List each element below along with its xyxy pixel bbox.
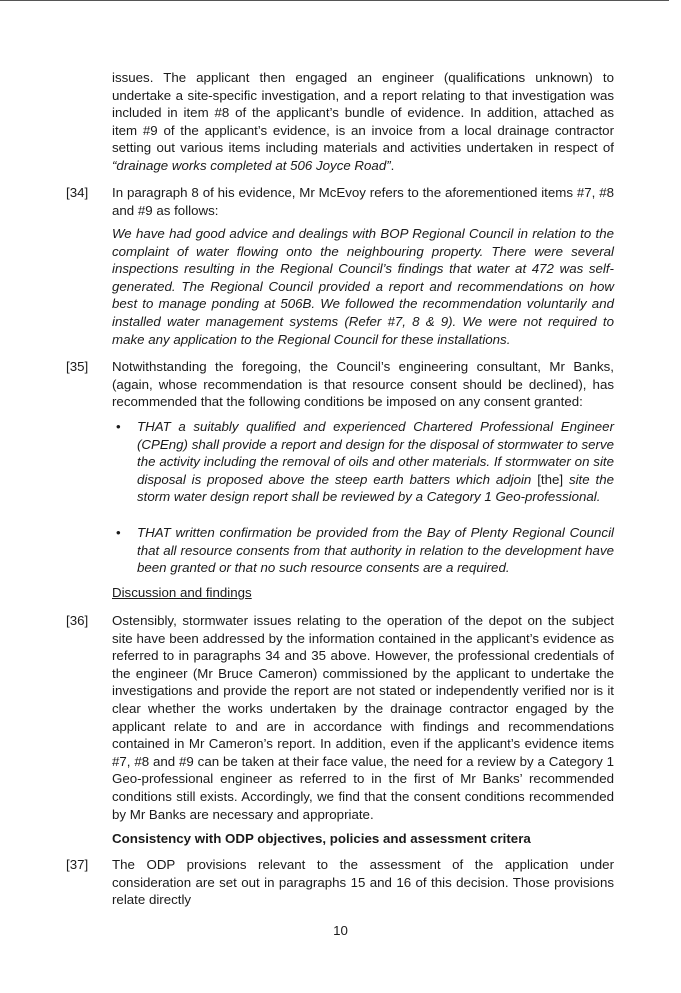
bullet-1-symbol: • [116, 419, 121, 434]
paragraph-35-text: Notwithstanding the foregoing, the Council’s engineering consultant, Mr Banks, (again, whose recommendation is that resource consent should be declined), has recommended that the following conditions be imposed on any consent granted: [112, 359, 614, 410]
paragraph-37-text: The ODP provisions relevant to the assessment of the application under consideration are set out in paragraphs 15 and 16 of this decision. Those provisions relate directly [112, 857, 614, 908]
paragraph-33-text: issues. The applicant then engaged an engineer (qualifications unknown) to undertake a site-specific investigation, and a report relating to that investigation was included in item #8 of the applicant’s bundle of evidence. In addition, attached as item #9 of the applicant’s evidence, is an invoice from a local drainage contractor setting out various items including materials and activities undertaken in respect of [112, 70, 614, 156]
paragraph-number-36: [36] [66, 613, 89, 628]
bullet-1-text [137, 418, 614, 506]
bullet-1-part-a: THAT a suitably qualified and experienced Chartered Professional Engineer (CPEng) shall provide a report and design for the disposal of stormwater to serve the activity including the removal of oils and other materials. If stormwater on site disposal is proposed above the steep earth batters which adjoin [137, 419, 614, 487]
paragraph-34-text: In paragraph 8 of his evidence, Mr McEvoy refers to the aforementioned items #7, #8 and #9 as follows: [112, 185, 614, 218]
paragraph-36-text: Ostensibly, stormwater issues relating to the operation of the depot on the subject site have been addressed by the information contained in the applicant’s evidence as referred to in paragraphs 34 and 35 above. However, the professional credentials of the engineer (Mr Bruce Cameron) commissioned by the applicant to undertake the investigations and provide the report are not stated or independently verified nor is it clear whether the works undertaken by the drainage contractor engaged by the applicant relate to and are in accordance with findings and recommendations contained in Mr Cameron’s report. In addition, even if the applicant’s evidence items #7, #8 and #9 can be taken at their face value, the need for a review by a Category 1 Geo-professional engineer as referred to in the first of Mr Banks’ recommended conditions still exists. Accordingly, we find that the consent conditions recommended by Mr Banks are necessary and appropriate. [112, 613, 614, 822]
paragraph-number-34: [34] [66, 185, 89, 200]
paragraph-33-end: . [390, 157, 395, 173]
paragraph-33-continued [112, 69, 614, 175]
section-heading-discussion: Discussion and findings [112, 585, 252, 600]
bullet-2-text: THAT written confirmation be provided from the Bay of Plenty Regional Council that all resource consents from that authority in relation to the development have been granted or that no such resource consents are a required. [137, 525, 614, 576]
page-number: 10 [333, 923, 348, 938]
bullet-1-part-c: site the storm water design report shall be reviewed by a Category 1 Geo-professional. [137, 471, 614, 505]
paragraph-33-quote: “drainage works completed at 506 Joyce Road” [112, 157, 391, 173]
bullet-1-part-b: [the] [537, 471, 564, 487]
paragraph-number-35: [35] [66, 359, 89, 374]
section-heading-consistency: Consistency with ODP objectives, policies and assessment critera [112, 831, 531, 846]
paragraph-34-quote: We have had good advice and dealings with BOP Regional Council in relation to the complaint of water flowing onto the neighbouring property. There were several inspections resulting in the Regional Council’s findings that water at 472 was self-generated. The Regional Council provided a report and recommendations on how best to manage ponding at 506B. We followed the recommendation voluntarily and installed water management systems (Refer #7, 8 & 9). We were not required to make any application to the Regional Council for these installations. [112, 226, 614, 347]
bullet-2-symbol: • [116, 525, 121, 540]
paragraph-number-37: [37] [66, 857, 89, 872]
